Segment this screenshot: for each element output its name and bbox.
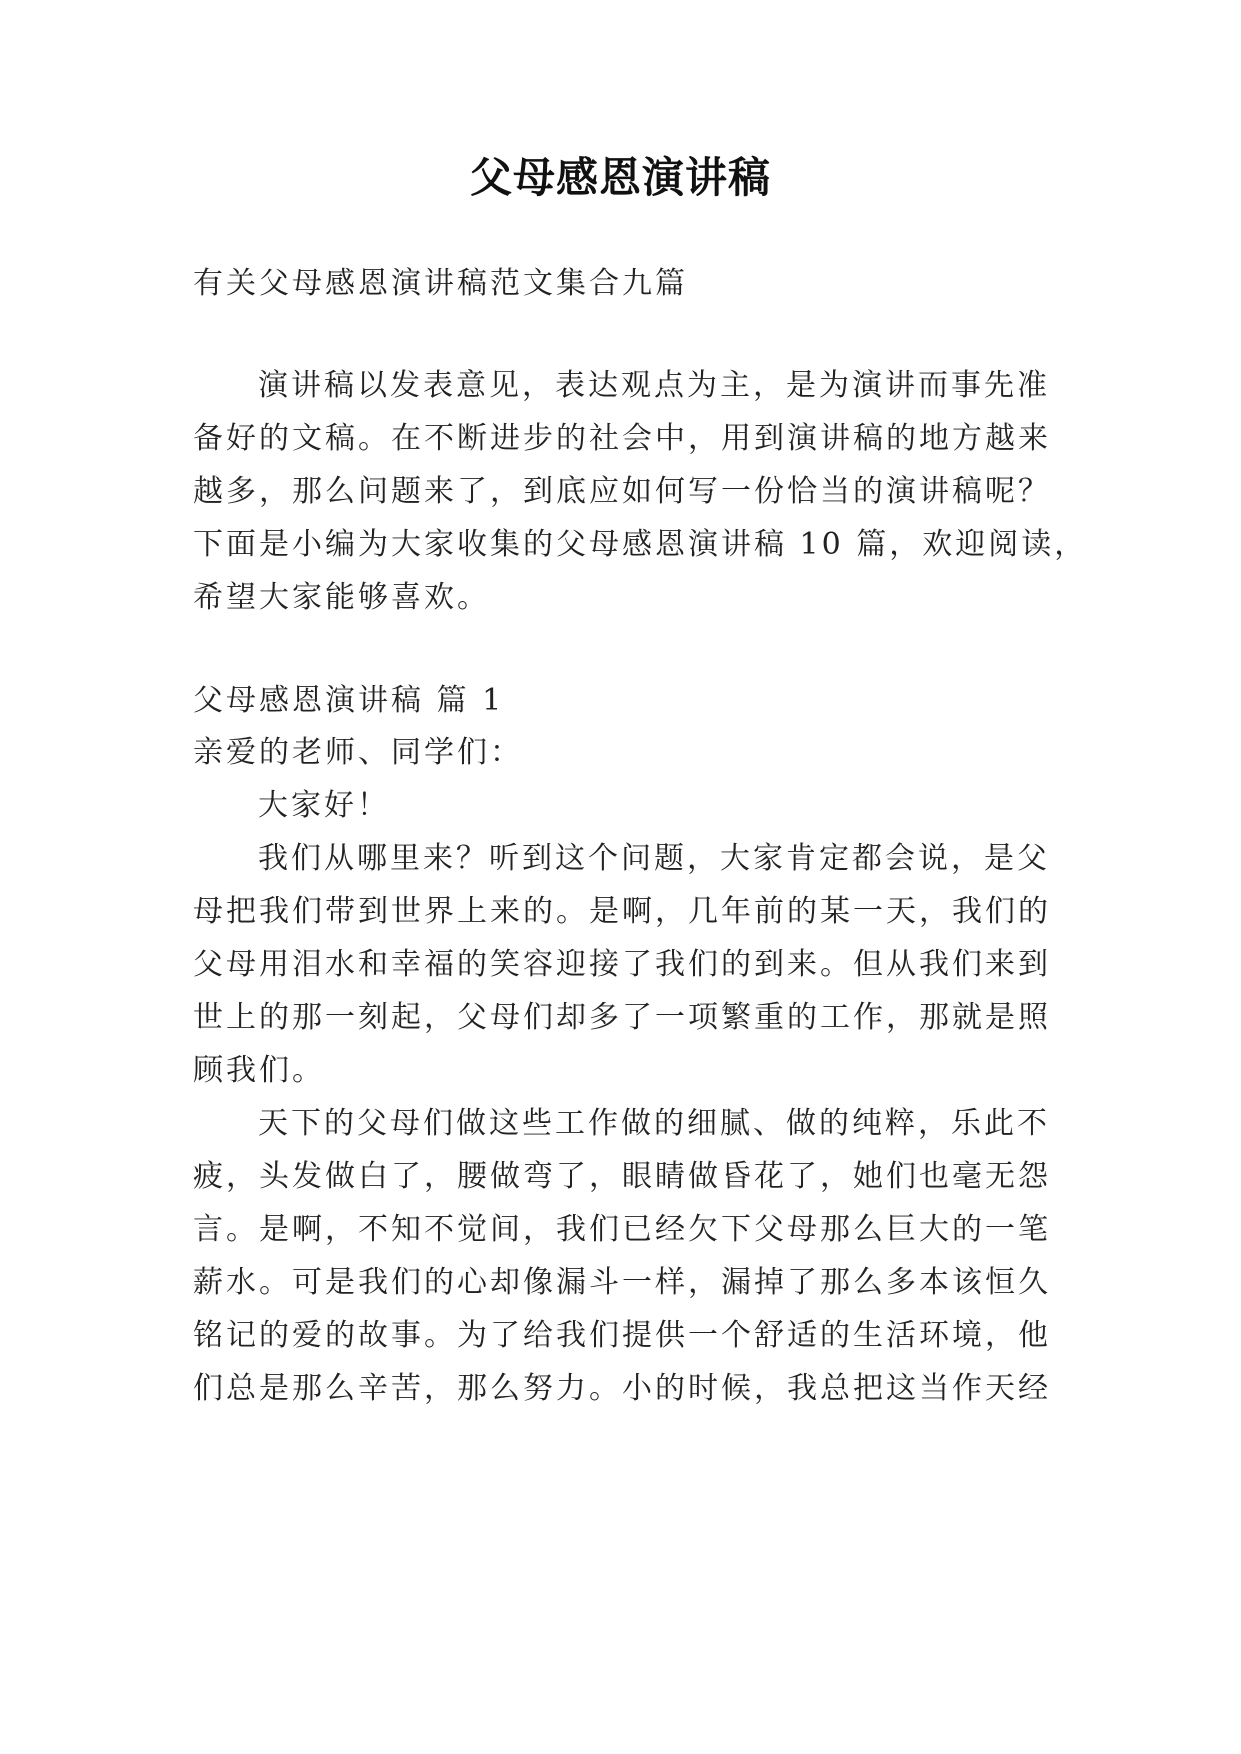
body-line-2: 母把我们带到世界上来的。是啊，几年前的某一天，我们的 [193, 894, 1051, 929]
body-line-5: 顾我们。 [193, 1053, 325, 1088]
section-heading: 父母感恩演讲稿 篇 1 [193, 683, 505, 718]
intro-line-1: 演讲稿以发表意见，表达观点为主，是为演讲而事先准 [258, 368, 1050, 403]
body-line-11: 们总是那么辛苦，那么努力。小的时候，我总把这当作天经 [193, 1371, 1051, 1406]
body-line-4: 世上的那一刻起，父母们却多了一项繁重的工作，那就是照 [193, 1000, 1051, 1035]
body-line-8: 言。是啊，不知不觉间，我们已经欠下父母那么巨大的一笔 [193, 1212, 1051, 1247]
greeting-line: 大家好！ [258, 788, 390, 823]
subtitle-line: 有关父母感恩演讲稿范文集合九篇 [193, 266, 688, 301]
body-line-6: 天下的父母们做这些工作做的细腻、做的纯粹，乐此不 [258, 1106, 1050, 1141]
intro-line-4: 下面是小编为大家收集的父母感恩演讲稿 10 篇，欢迎阅读， [193, 527, 1088, 562]
salutation-line: 亲爱的老师、同学们： [193, 735, 523, 770]
intro-line-3: 越多，那么问题来了，到底应如何写一份恰当的演讲稿呢？ [193, 474, 1051, 509]
body-line-7: 疲，头发做白了，腰做弯了，眼睛做昏花了，她们也毫无怨 [193, 1159, 1051, 1194]
intro-line-5: 希望大家能够喜欢。 [193, 580, 490, 615]
body-line-1: 我们从哪里来？听到这个问题，大家肯定都会说，是父 [258, 841, 1050, 876]
body-line-10: 铭记的爱的故事。为了给我们提供一个舒适的生活环境，他 [193, 1318, 1051, 1353]
body-line-9: 薪水。可是我们的心却像漏斗一样，漏掉了那么多本该恒久 [193, 1265, 1051, 1300]
body-line-3: 父母用泪水和幸福的笑容迎接了我们的到来。但从我们来到 [193, 947, 1051, 982]
intro-line-2: 备好的文稿。在不断进步的社会中，用到演讲稿的地方越来 [193, 421, 1051, 456]
document-title: 父母感恩演讲稿 [469, 153, 771, 202]
